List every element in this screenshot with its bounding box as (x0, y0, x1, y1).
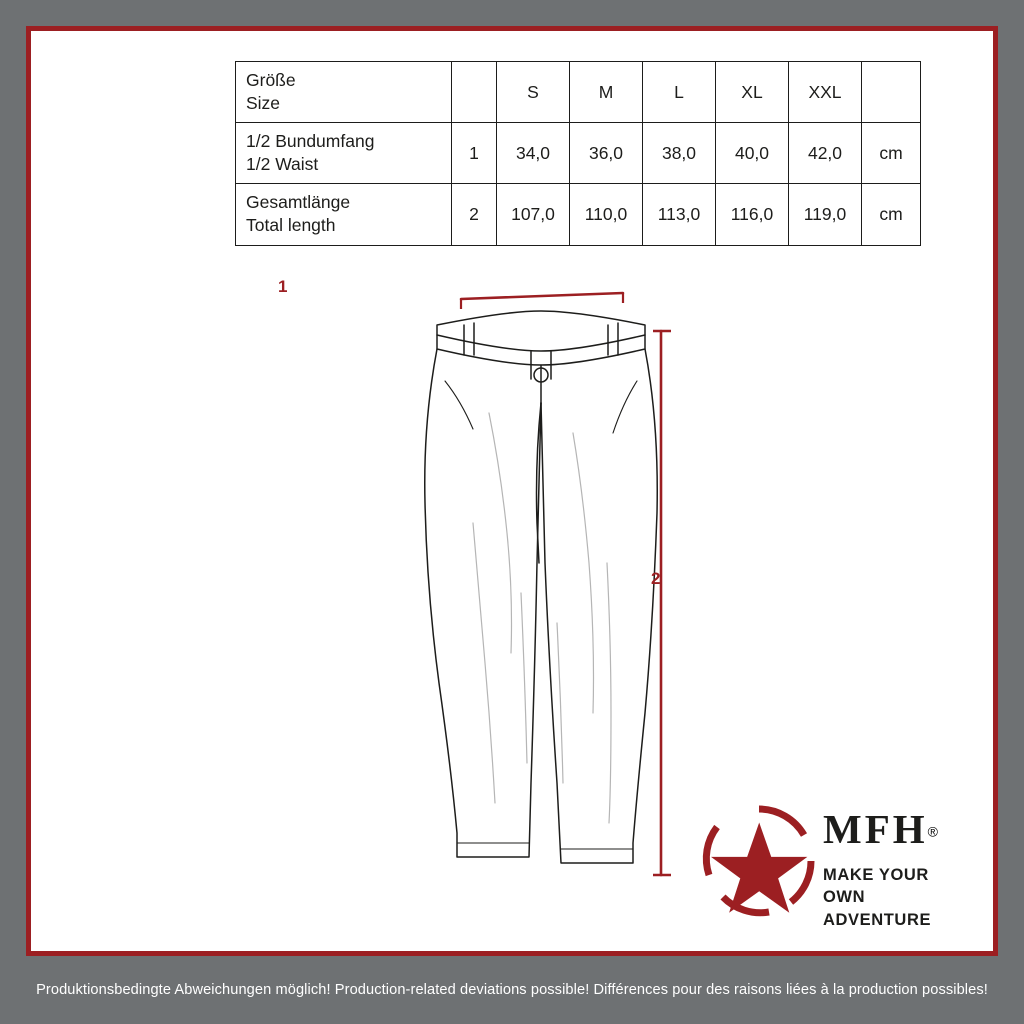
header-size-m: M (570, 62, 643, 123)
header-size-xl: XL (716, 62, 789, 123)
trousers-svg (361, 263, 721, 883)
brand-tagline-line2: ADVENTURE (823, 910, 932, 929)
brand-name: MFH (823, 806, 928, 852)
trousers-drawing (361, 263, 721, 883)
row-waist-xl: 40,0 (716, 123, 789, 184)
row-length-l: 113,0 (643, 184, 716, 245)
header-size-s: S (497, 62, 570, 123)
row-waist-xxl: 42,0 (789, 123, 862, 184)
row-length-xl: 116,0 (716, 184, 789, 245)
dimension-label-length: 2 (651, 569, 661, 588)
brand-name-row (823, 806, 973, 852)
row-waist-unit: cm (862, 123, 921, 184)
header-ref-col (452, 62, 497, 123)
row-length-label: Gesamtlänge Total length (236, 184, 452, 245)
row-length-xxl: 119,0 (789, 184, 862, 245)
size-table (235, 61, 921, 246)
table-header-row (236, 62, 921, 123)
header-size-xxl: XXL (789, 62, 862, 123)
brand-text (823, 806, 973, 931)
header-unit-col (862, 62, 921, 123)
row-waist-m: 36,0 (570, 123, 643, 184)
row-waist-s: 34,0 (497, 123, 570, 184)
table-row (236, 123, 921, 184)
row-length-ref: 2 (452, 184, 497, 245)
row-waist-label: 1/2 Bundumfang 1/2 Waist (236, 123, 452, 184)
brand-logo (699, 801, 971, 946)
row-length-unit: cm (862, 184, 921, 245)
row-length-m: 110,0 (570, 184, 643, 245)
brand-tagline-line1: MAKE YOUR OWN (823, 866, 929, 907)
footer-disclaimer: Produktionsbedingte Abweichungen möglich! Production-related deviations possible! Différences pour des raisons liées à la production possibles! (36, 982, 988, 998)
row-waist-ref: 1 (452, 123, 497, 184)
header-size-label: Größe Size (236, 62, 452, 123)
row-waist-l: 38,0 (643, 123, 716, 184)
header-size-l: L (643, 62, 716, 123)
table-row (236, 184, 921, 245)
row-length-s: 107,0 (497, 184, 570, 245)
star-in-circle-icon (699, 801, 819, 929)
dimension-label-waist: 1 (278, 277, 288, 296)
spec-card (26, 26, 998, 956)
registered-mark: ® (927, 823, 938, 840)
